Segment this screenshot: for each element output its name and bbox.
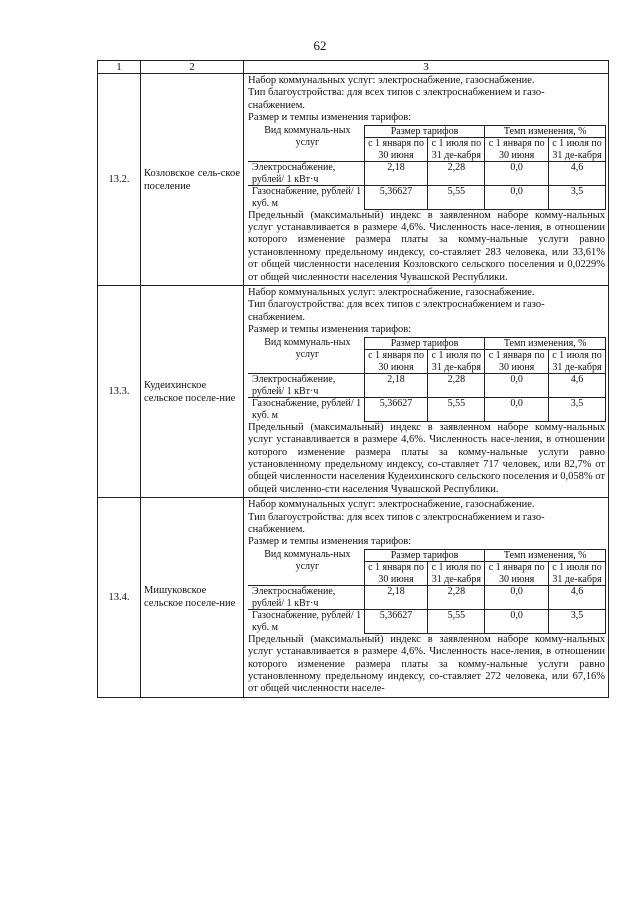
rate-value: 4,6 [548,162,605,186]
page-number: 62 [313,38,327,53]
service-name: Газоснабжение, рублей/ 1 куб. м [248,186,364,210]
column-header-1: 1 [98,61,141,74]
index-paragraph: Предельный (максимальный) индекс в заявленном наборе комму-нальных услуг устанавливается в размере 4,6%. Численность насе-ления, в отношении которого изменение размера платы за комму-нальные услуги равно установленному предельному индексу, со-ставляет 717 человек, или 82,7% от общей численности населения Кудеихинского сельского поселения и 0,058% от общей численно-сти населения Чувашской Республики. [248,421,605,495]
type-line: Тип благоустройства: для всех типов с электроснабжением и газо- [248,299,545,311]
change-rate-header: Темп изменения, % [485,337,606,350]
period-header: с 1 июля по 31 де-кабря [548,350,605,374]
rate-value: 0,0 [485,610,549,634]
type-line: Тип благоустройства: для всех типов с электроснабжением и газо- [248,87,545,99]
tariff-value: 5,55 [428,186,485,210]
tariff-value: 2,18 [364,374,428,398]
tariff-table [248,337,606,422]
index-paragraph: Предельный (максимальный) индекс в заявленном наборе комму-нальных услуг устанавливается в размере 4,6%. Численность насе-ления, в отношении которого изменение размера платы за комму-нальные услуги равно установленному предельному индексу, со-ставляет 272 человека, или 67,16% от общей численности населе- [248,633,605,695]
type-line-cont: снабжением. [248,523,305,535]
tariff-table [248,125,606,210]
service-type-header: Вид коммуналь-ных услуг [248,549,364,586]
services-line: Набор коммунальных услуг: электроснабжение, газоснабжение. [248,499,535,511]
rate-value: 0,0 [485,398,549,422]
period-header: с 1 января по 30 июня [364,350,428,374]
row-number: 13.2. [98,74,141,286]
tariff-size-header: Размер тарифов [364,549,485,562]
period-header: с 1 января по 30 июня [364,562,428,586]
service-type-header: Вид коммуналь-ных услуг [248,125,364,162]
change-rate-header: Темп изменения, % [485,125,606,138]
electricity-row [248,162,606,186]
tariff-description [244,286,609,498]
tariff-line: Размер и темпы изменения тарифов: [248,112,412,124]
tariff-value: 2,28 [428,162,485,186]
change-rate-header: Темп изменения, % [485,549,606,562]
service-type-header: Вид коммуналь-ных услуг [248,337,364,374]
rate-value: 4,6 [548,374,605,398]
period-header: с 1 июля по 31 де-кабря [428,562,485,586]
tariff-value: 2,28 [428,586,485,610]
electricity-row [248,374,606,398]
column-header-3: 3 [244,61,609,74]
electricity-row [248,586,606,610]
tariff-value: 2,18 [364,586,428,610]
tariff-value: 5,36627 [364,610,428,634]
tariff-value: 2,28 [428,374,485,398]
tariff-value: 5,36627 [364,398,428,422]
services-line: Набор коммунальных услуг: электроснабжение, газоснабжение. [248,75,535,86]
tariff-line: Размер и темпы изменения тарифов: [248,324,412,336]
gas-row [248,398,606,422]
settlement-name: Кудеихинское сельское поселе-ние [141,286,244,498]
rate-value: 0,0 [485,162,549,186]
tariff-size-header: Размер тарифов [364,337,485,350]
row-number: 13.3. [98,286,141,498]
rate-value: 0,0 [485,186,549,210]
index-paragraph: Предельный (максимальный) индекс в заявленном наборе комму-нальных услуг устанавливается в размере 4,6%. Численность насе-ления, в отношении которого изменение размера платы за комму-нальные услуги равно установленному предельному индексу, со-ставляет 283 человека, или 33,61% от общей численности населения Козловского сельского поселения и 0,0229% от общей численности населения Чувашской Республики. [248,209,605,283]
service-name: Газоснабжение, рублей/ 1 куб. м [248,398,364,422]
gas-row [248,186,606,210]
tariff-value: 5,55 [428,610,485,634]
period-header: с 1 января по 30 июня [485,562,549,586]
rate-value: 4,6 [548,586,605,610]
period-header: с 1 июля по 31 де-кабря [428,138,485,162]
tariff-value: 5,55 [428,398,485,422]
period-header: с 1 января по 30 июня [485,350,549,374]
service-name: Электроснабжение, рублей/ 1 кВт·ч [248,162,364,186]
settlement-name: Мишуковское сельское поселе-ние [141,498,244,698]
municipality-table [97,60,609,698]
table-row [98,286,609,498]
type-line-cont: снабжением. [248,311,305,323]
tariff-size-header: Размер тарифов [364,125,485,138]
settlement-name: Козловское сель-ское поселение [141,74,244,286]
period-header: с 1 июля по 31 де-кабря [548,562,605,586]
rate-value: 0,0 [485,374,549,398]
tariff-description [244,498,609,698]
row-number: 13.4. [98,498,141,698]
tariff-value: 2,18 [364,162,428,186]
service-name: Электроснабжение, рублей/ 1 кВт·ч [248,374,364,398]
rate-value: 3,5 [548,186,605,210]
period-header: с 1 января по 30 июня [485,138,549,162]
period-header: с 1 января по 30 июня [364,138,428,162]
rate-value: 0,0 [485,586,549,610]
table-row [98,74,609,286]
tariff-table [248,549,606,634]
gas-row [248,610,606,634]
column-number-row [98,61,609,74]
type-line-cont: снабжением. [248,99,305,111]
tariff-description [244,74,609,286]
period-header: с 1 июля по 31 де-кабря [548,138,605,162]
service-name: Электроснабжение, рублей/ 1 кВт·ч [248,586,364,610]
table-row [98,498,609,698]
tariff-value: 5,36627 [364,186,428,210]
services-line: Набор коммунальных услуг: электроснабжение, газоснабжение. [248,287,535,299]
tariff-line: Размер и темпы изменения тарифов: [248,536,412,548]
service-name: Газоснабжение, рублей/ 1 куб. м [248,610,364,634]
type-line: Тип благоустройства: для всех типов с электроснабжением и газо- [248,511,545,523]
rate-value: 3,5 [548,610,605,634]
column-header-2: 2 [141,61,244,74]
rate-value: 3,5 [548,398,605,422]
period-header: с 1 июля по 31 де-кабря [428,350,485,374]
